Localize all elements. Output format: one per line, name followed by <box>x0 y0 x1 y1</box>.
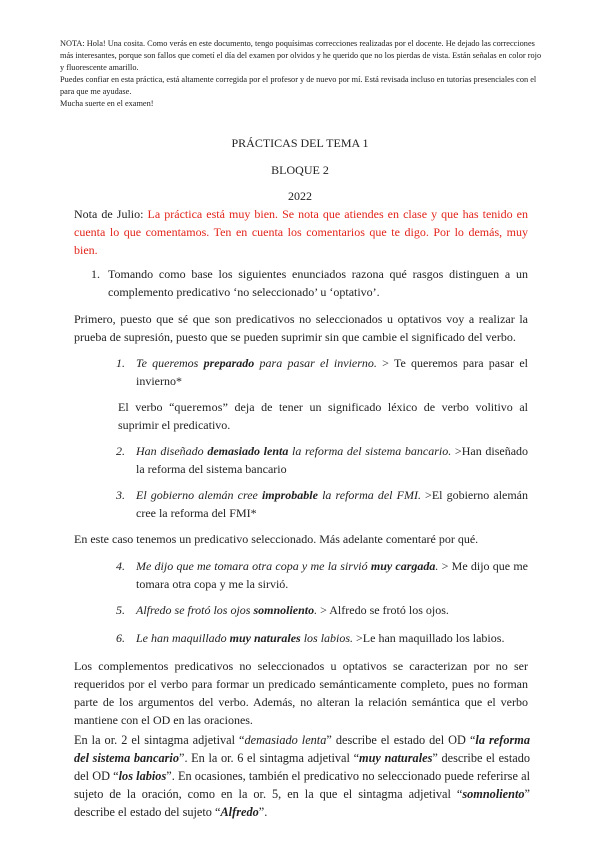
predicative-highlight: somnoliento <box>253 603 315 617</box>
year: 2022 <box>288 189 312 203</box>
example-result: >Le han maquillado los labios. <box>353 631 505 645</box>
example-result: >El gobierno alemán cree la reforma del FMI* <box>136 488 529 520</box>
question <box>91 265 528 301</box>
question-text: Tomando como base los siguientes enunciados razona qué rasgos distinguen a un complemento predicativo ‘no seleccionado’ u ‘optativo’. <box>108 267 528 299</box>
note-line: Puedes confiar en esta práctica, está altamente corregida por el profesor y de nuevo por mí. Está revisada incluso en tutorías presenciales con el para que me ayudase. <box>60 75 537 96</box>
example-result: > Me dijo que me tomara otra copa y me la sirvió. <box>136 559 528 591</box>
teacher-note-label: Nota de Julio: <box>74 207 144 221</box>
example-item: 1. Te queremos preparado para pasar el invierno. > Te queremos para pasar el invierno* <box>116 356 529 388</box>
question-number: 1. <box>91 267 100 281</box>
verb-queremos: queremos <box>174 400 223 414</box>
conclusion-paragraph: Los complementos predicativos no seleccionados u optativos se caracterizan por no ser requeridos por el verbo para formar un predicado semánticamente completo, pues no forman parte de los argumentos del verbo. Además, no alteran la relación semántica que el verbo mantiene con el OD en las oraciones. <box>74 659 528 727</box>
note-line: Mucha suerte en el examen! <box>60 99 154 108</box>
predicative-highlight: muy cargada <box>370 559 436 573</box>
selected-predicative-note: En este caso tenemos un predicativo seleccionado. Más adelante comentaré por qué. <box>74 532 479 546</box>
block-title: BLOQUE 2 <box>271 163 329 177</box>
example-number: 4. <box>116 559 125 573</box>
predicative-highlight: demasiado lenta <box>207 444 289 458</box>
example-number: 6. <box>116 631 125 645</box>
example-number: 5. <box>116 603 125 617</box>
example-item: 6. Le han maquillado muy naturales los labios. >Le han maquillado los labios. <box>116 631 505 645</box>
example-result: > Te queremos para pasar el invierno* <box>136 356 529 388</box>
final-paragraph: En la or. 2 el sintagma adjetival “demasiado lenta” describe el estado del OD “la reforma del sistema bancario”. En la or. 6 el sintagma adjetival “muy naturales” describe el estado del OD “los labios”. En ocasiones, también el predicativo no seleccionado puede referirse al sujeto de la oración, como en la or. 5, en la que el sintagma adjetival “somnoliento” describe el estado del sujeto “Alfredo”. <box>74 733 531 819</box>
page-title: PRÁCTICAS DEL TEMA 1 <box>231 136 369 150</box>
example-item: 3. El gobierno alemán cree improbable la reforma del FMI. >El gobierno alemán cree la reforma del FMI* <box>116 488 529 520</box>
teacher-note <box>74 205 528 259</box>
volitive-comment: El verbo “queremos” deja de tener un significado léxico de verbo volitivo al suprimir el predicativo. <box>118 400 529 432</box>
example-number: 1. <box>116 356 125 370</box>
example-number: 2. <box>116 444 125 458</box>
note-line: NOTA: Hola! Una cosita. Como verás en este documento, tengo poquísimas correcciones realizadas por el docente. He dejado las correcciones más interesantes, porque son fallos que cometí el día del examen por olvidos y he querido que no los pierdas de vista. Están señalas en color rojo y fluorescente amarillo. <box>60 39 542 72</box>
example-item: 4. Me dijo que me tomara otra copa y me la sirvió muy cargada. > Me dijo que me tomara otra copa y me la sirvió. <box>116 559 528 591</box>
example-result: >Han diseñado la reforma del sistema bancario <box>136 444 529 476</box>
intro-paragraph: Primero, puesto que sé que son predicativos no seleccionados u optativos voy a realizar la prueba de supresión, puesto que se pueden suprimir sin que cambie el significado del verbo. <box>74 312 528 344</box>
predicative-highlight: muy naturales <box>229 631 301 645</box>
example-number: 3. <box>116 488 125 502</box>
example-result: > Alfredo se frotó los ojos. <box>317 603 449 617</box>
predicative-highlight: improbable <box>261 488 318 502</box>
predicative-highlight: preparado <box>203 356 255 370</box>
intro-note <box>60 38 545 110</box>
teacher-note-text: La práctica está muy bien. Se nota que atiendes en clase y que has tenido en cuenta lo que comentamos. Ten en cuenta los comentarios que te digo. Por lo demás, muy bien. <box>74 207 529 257</box>
example-item: 5. Alfredo se frotó los ojos somnoliento. > Alfredo se frotó los ojos. <box>116 603 449 617</box>
example-item: 2. Han diseñado demasiado lenta la reforma del sistema bancario. >Han diseñado la reforma del sistema bancario <box>116 444 529 476</box>
